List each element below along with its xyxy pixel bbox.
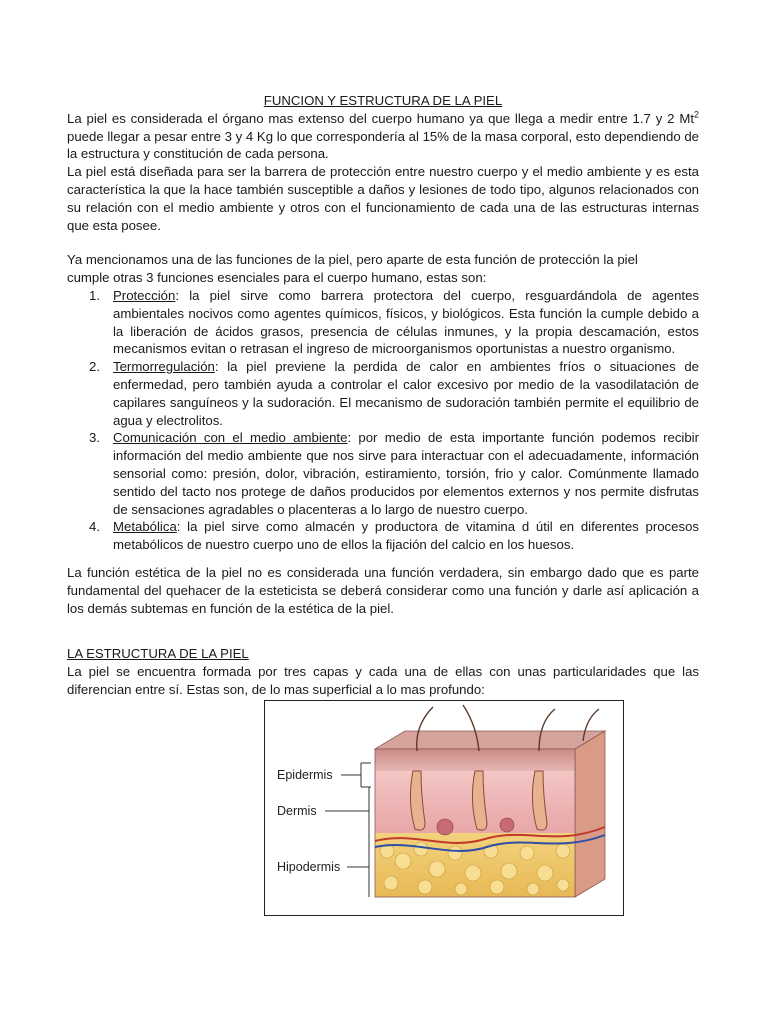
skin-illustration: [265, 701, 623, 915]
list-term: Protección: [113, 287, 176, 303]
list-number: 2.: [89, 359, 100, 375]
paragraph-intro-text-b: puede llegar a pesar entre 3 y 4 Kg lo que correspondería al 15% de la masa corporal, esto dependiendo de la estructura y constitución de cada persona.: [67, 128, 699, 162]
paragraph-intro-text-a: La piel es considerada el órgano mas extenso del cuerpo humano ya que llega a medir entre 1.7 y 2 Mt: [67, 110, 694, 126]
list-number: 3.: [89, 430, 100, 446]
list-item: [67, 518, 699, 554]
list-text: : la piel sirve como almacén y productora de vitamina d útil en diferentes procesos metabólicos de nuestro cuerpo uno de ellos la fijación del calcio en los huesos.: [113, 519, 699, 553]
list-text: : por medio de esta importante función podemos recibir información del medio ambiente que nos sirve para interactuar con el adecuadamente, información sensorial como: presión, dolor, vibración, estiramiento, torsión, frio y calor. Comúnmente llamado sentido del tacto nos protege de daños producidos por elementos externos y nos permite disfrutas de sensaciones agradables o placenteras a lo largo de nuestro cuerpo.: [113, 430, 699, 517]
skin-surface: [375, 731, 605, 749]
label-hipodermis: Hipodermis: [277, 860, 341, 874]
list-term: Comunicación con el medio ambiente: [113, 430, 348, 446]
list-term: Metabólica: [113, 519, 177, 535]
list-item: [67, 429, 699, 518]
list-number: 4.: [89, 519, 100, 535]
list-text: : la piel sirve como barrera protectora del cuerpo, resguardándola de agentes ambientales nocivos como agentes químicos, físicos, y biológicos. Esta función la cumple debido a la liberación de ácidos grasos, presencia de células inmunes, y la propia descamación, estos mecanismos evitan o retrasan el ingreso de microorganismos oportunistas a nuestro organismo.: [113, 287, 699, 357]
paragraph-intro: [67, 110, 699, 163]
paragraph-aesthetic: La función estética de la piel no es considerada una función verdadera, sin embargo dado que es parte fundamental del quehacer de la esteticista se deberá considerar como una función y darle así aplicación a los demás subtemas en función de la estética de la piel.: [67, 564, 699, 616]
paragraph-functions-intro: Ya mencionamos una de las funciones de la piel, pero aparte de esta función de protección la piel cumple otras 3 funciones esenciales para el cuerpo humano, estas son:: [67, 252, 638, 286]
skin-side-face: [575, 731, 605, 897]
list-number: 1.: [89, 287, 100, 303]
list-term: Termorregulación: [113, 359, 215, 375]
paragraph-barrier: La piel está diseñada para ser la barrera de protección entre nuestro cuerpo y el medio ambiente y es esta característica la que la hace también susceptible a daños y lesiones de todo tipo, algunos relacionados con su relación con el medio ambiente y otros con el funcionamiento de cada una de las estructuras internas que esta posee.: [67, 164, 699, 233]
list-item: [67, 287, 699, 358]
spacer: [67, 234, 699, 251]
list-item: [67, 358, 699, 429]
paragraph-structure-intro: La piel se encuentra formada por tres capas y cada una de ellas con unas particularidades que las diferencian entre sí. Estas son, de lo mas superficial a lo mas profundo:: [67, 664, 699, 697]
page-title: FUNCION Y ESTRUCTURA DE LA PIEL: [263, 93, 503, 108]
epidermis-layer: [375, 749, 575, 771]
skin-diagram: [264, 700, 624, 916]
superscript: 2: [693, 109, 699, 120]
label-dermis: Dermis: [277, 804, 317, 818]
spacer: [67, 617, 699, 645]
spacer: [67, 554, 699, 564]
document-body: [67, 92, 699, 699]
functions-list: [67, 287, 699, 554]
list-text: : la piel previene la perdida de calor en ambientes fríos o situaciones de enfermedad, pero también ayuda a controlar el calor excesivo por medio de la vasodilatación de capilares sanguíneos y la sudoración. El mecanismo de sudoración también permite el equilibrio de agua y electrolitos.: [113, 359, 699, 428]
section-heading: LA ESTRUCTURA DE LA PIEL: [67, 646, 249, 662]
label-epidermis: Epidermis: [277, 768, 333, 782]
